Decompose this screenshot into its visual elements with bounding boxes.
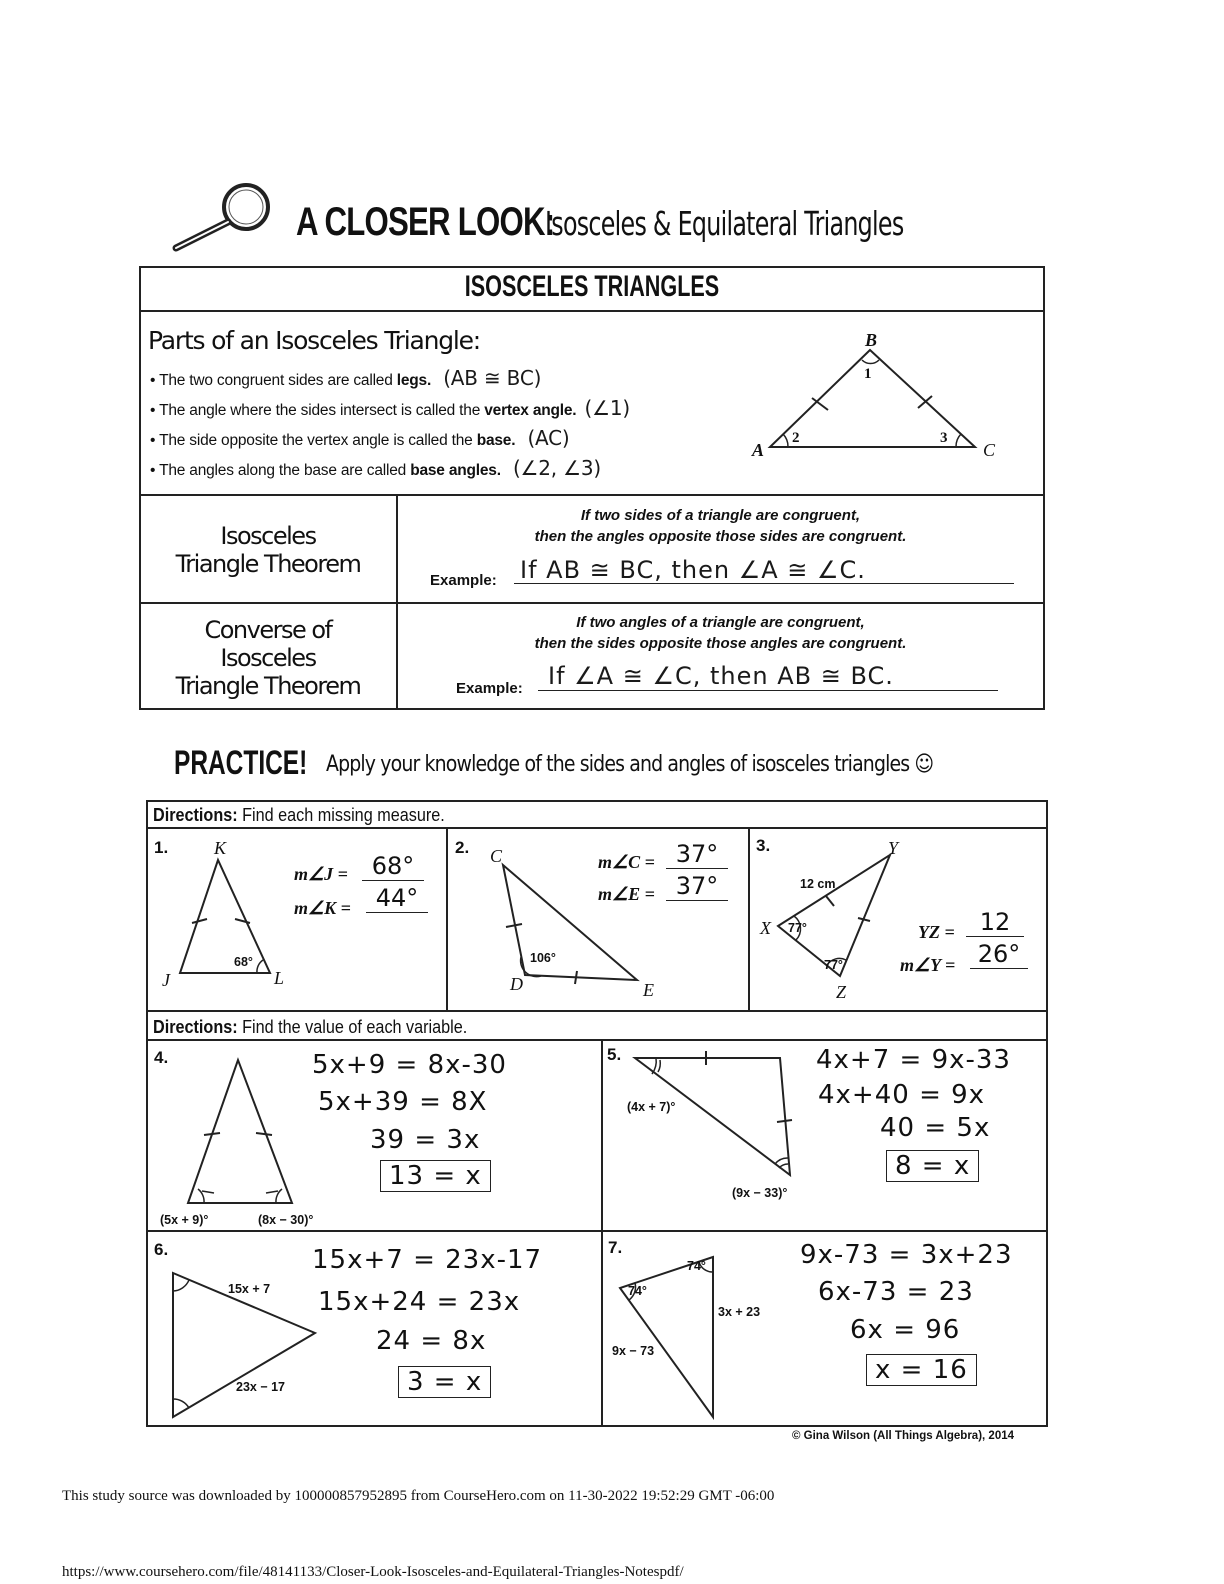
problem-2-number: 2. bbox=[455, 838, 470, 857]
problem-7-triangle bbox=[615, 1252, 725, 1422]
problem-1-a1: 68° bbox=[362, 852, 424, 881]
problem-5-bottom-angle: (9x − 33)° bbox=[732, 1186, 788, 1200]
problem-6-number: 6. bbox=[154, 1240, 169, 1259]
problem-7-angle-top: 74° bbox=[687, 1259, 706, 1273]
angle-label-1: 1 bbox=[864, 366, 872, 382]
problem-5-work-1: 4x+7 = 9x-33 bbox=[816, 1045, 1011, 1075]
problem-2-q2: m∠E = bbox=[598, 884, 655, 904]
problem-1-q2: m∠K = bbox=[294, 898, 351, 918]
problem-3-label-x: X bbox=[760, 918, 771, 938]
problem-3-q2: m∠Y = bbox=[900, 955, 956, 975]
problem-6-work-3: 24 = 8x bbox=[376, 1326, 487, 1356]
problem-4-number: 4. bbox=[154, 1048, 169, 1067]
problem-6-answer: 3 = x bbox=[398, 1366, 491, 1398]
problem-7-answer: x = 16 bbox=[866, 1354, 977, 1386]
copyright: © Gina Wilson (All Things Algebra), 2014 bbox=[792, 1430, 1015, 1442]
note-base: (AC) bbox=[527, 426, 570, 450]
problem-4-triangle bbox=[180, 1055, 300, 1210]
problem-3-number: 3. bbox=[756, 836, 771, 855]
problem-6-bottom-side: 23x − 17 bbox=[236, 1380, 286, 1394]
problem-7-work-2: 6x-73 = 23 bbox=[818, 1277, 974, 1307]
bullet-base-angles: • The angles along the base are called base angles. (∠2, ∠3) bbox=[150, 456, 601, 480]
problem-3-angle-x: 77° bbox=[788, 921, 807, 935]
directions-variable: Directions: Find the value of each variable. bbox=[153, 1017, 468, 1037]
problem-5-triangle bbox=[630, 1050, 810, 1180]
example-line-2 bbox=[538, 690, 998, 691]
problem-7-work-1: 9x-73 = 3x+23 bbox=[800, 1240, 1013, 1270]
problem-5-work-2: 4x+40 = 9x bbox=[818, 1080, 986, 1110]
problem-3-q1: YZ = bbox=[918, 922, 955, 942]
theorem-name-converse: Converse of Isosceles Triangle Theorem bbox=[175, 616, 361, 700]
problem-1-label-l: L bbox=[274, 968, 285, 988]
problem-4-right-angle: (8x − 30)° bbox=[258, 1213, 314, 1227]
example-label-1: Example: bbox=[430, 572, 497, 589]
theorem-name-isosceles: Isosceles Triangle Theorem bbox=[175, 522, 361, 578]
note-legs: (AB ≅ BC) bbox=[443, 366, 542, 390]
problem-1-number: 1. bbox=[154, 838, 169, 857]
bullet-base: • The side opposite the vertex angle is called the base. (AC) bbox=[150, 426, 570, 450]
theorem-text-converse: If two angles of a triangle are congruent, then the sides opposite those angles are congruent. bbox=[534, 614, 907, 652]
problem-5-answer: 8 = x bbox=[886, 1150, 979, 1182]
angle-label-3: 3 bbox=[940, 430, 948, 446]
theorem-text-isosceles: If two sides of a triangle are congruent, then the angles opposite those sides are congruent. bbox=[534, 507, 907, 545]
problem-1-a2: 44° bbox=[366, 884, 428, 913]
problem-1-label-j: J bbox=[162, 970, 170, 990]
problem-7-right-side: 3x + 23 bbox=[718, 1305, 761, 1319]
problem-3-a2: 26° bbox=[970, 940, 1028, 969]
angle-label-2: 2 bbox=[792, 430, 800, 446]
note-base-angles: (∠2, ∠3) bbox=[512, 456, 601, 480]
parts-title: Parts of an Isosceles Triangle: bbox=[148, 326, 481, 355]
practice-title: PRACTICE! bbox=[174, 744, 308, 782]
problem-2-label-d: D bbox=[510, 974, 523, 994]
problem-4-left-angle: (5x + 9)° bbox=[160, 1213, 209, 1227]
problem-7-work-3: 6x = 96 bbox=[850, 1315, 961, 1345]
problem-4-work-2: 5x+39 = 8X bbox=[318, 1087, 488, 1117]
problem-6-work-2: 15x+24 = 23x bbox=[318, 1287, 521, 1317]
problem-2-label-c: C bbox=[490, 846, 503, 866]
problem-4-answer: 13 = x bbox=[380, 1160, 491, 1192]
note-vertex: (∠1) bbox=[584, 396, 630, 420]
problem-3-angle-z: 77° bbox=[824, 958, 843, 972]
problem-6-top-side: 15x + 7 bbox=[228, 1282, 271, 1296]
directions-measure: Directions: Find each missing measure. bbox=[153, 805, 445, 825]
page-title: A CLOSER LOOK: bbox=[296, 200, 555, 244]
problem-1-angle: 68° bbox=[234, 955, 253, 969]
problem-3-side: 12 cm bbox=[800, 877, 836, 891]
vertex-label-a: A bbox=[752, 440, 765, 460]
page-subtitle: Isosceles & Equilateral Triangles bbox=[545, 204, 904, 243]
problem-2-angle: 106° bbox=[530, 951, 556, 965]
problem-2-a1: 37° bbox=[666, 840, 728, 869]
vertex-label-c: C bbox=[983, 440, 996, 460]
problem-4-work-1: 5x+9 = 8x-30 bbox=[312, 1050, 507, 1080]
problem-5-number: 5. bbox=[607, 1045, 622, 1064]
problem-3-label-z: Z bbox=[836, 982, 847, 1002]
example-answer-1: If AB ≅ BC, then ∠A ≅ ∠C. bbox=[520, 556, 866, 584]
example-label-2: Example: bbox=[456, 680, 523, 697]
example-answer-2: If ∠A ≅ ∠C, then AB ≅ BC. bbox=[548, 662, 894, 690]
problem-2-label-e: E bbox=[643, 980, 654, 1000]
problem-2-triangle bbox=[495, 860, 645, 985]
vertex-label-b: B bbox=[865, 330, 878, 350]
problem-5-work-3: 40 = 5x bbox=[880, 1113, 991, 1143]
isosceles-diagram bbox=[740, 330, 1010, 470]
bullet-legs: • The two congruent sides are called legs. (AB ≅ BC) bbox=[150, 366, 542, 390]
problem-1-triangle bbox=[175, 855, 285, 980]
problem-3-a1: 12 bbox=[966, 908, 1024, 937]
problem-2-q1: m∠C = bbox=[598, 852, 655, 872]
magnifying-glass-icon bbox=[168, 180, 278, 255]
problem-2-a2: 37° bbox=[666, 872, 728, 901]
source-line: This study source was downloaded by 100000857952895 from CourseHero.com on 11-30-2022 19:52:29 GMT -06:00 bbox=[62, 1488, 775, 1504]
bullet-vertex: • The angle where the sides intersect is called the vertex angle. (∠1) bbox=[150, 396, 630, 420]
problem-7-left-side: 9x − 73 bbox=[612, 1344, 655, 1358]
problem-1-q1: m∠J = bbox=[294, 864, 348, 884]
problem-5-top-angle: (4x + 7)° bbox=[627, 1100, 676, 1114]
problem-4-work-3: 39 = 3x bbox=[370, 1125, 481, 1155]
source-url[interactable]: https://www.coursehero.com/file/48141133/Closer-Look-Isosceles-and-Equilateral-Triangles-Notespdf/ bbox=[62, 1564, 684, 1580]
problem-6-work-1: 15x+7 = 23x-17 bbox=[312, 1245, 543, 1275]
section-title: ISOSCELES TRIANGLES bbox=[464, 270, 720, 303]
problem-7-angle-left: 74° bbox=[628, 1284, 647, 1298]
problem-1-label-k: K bbox=[214, 838, 227, 858]
problem-3-label-y: Y bbox=[888, 838, 899, 858]
practice-subtitle: Apply your knowledge of the sides and angles of isosceles triangles ☺ bbox=[326, 752, 934, 777]
problem-7-number: 7. bbox=[608, 1238, 623, 1257]
